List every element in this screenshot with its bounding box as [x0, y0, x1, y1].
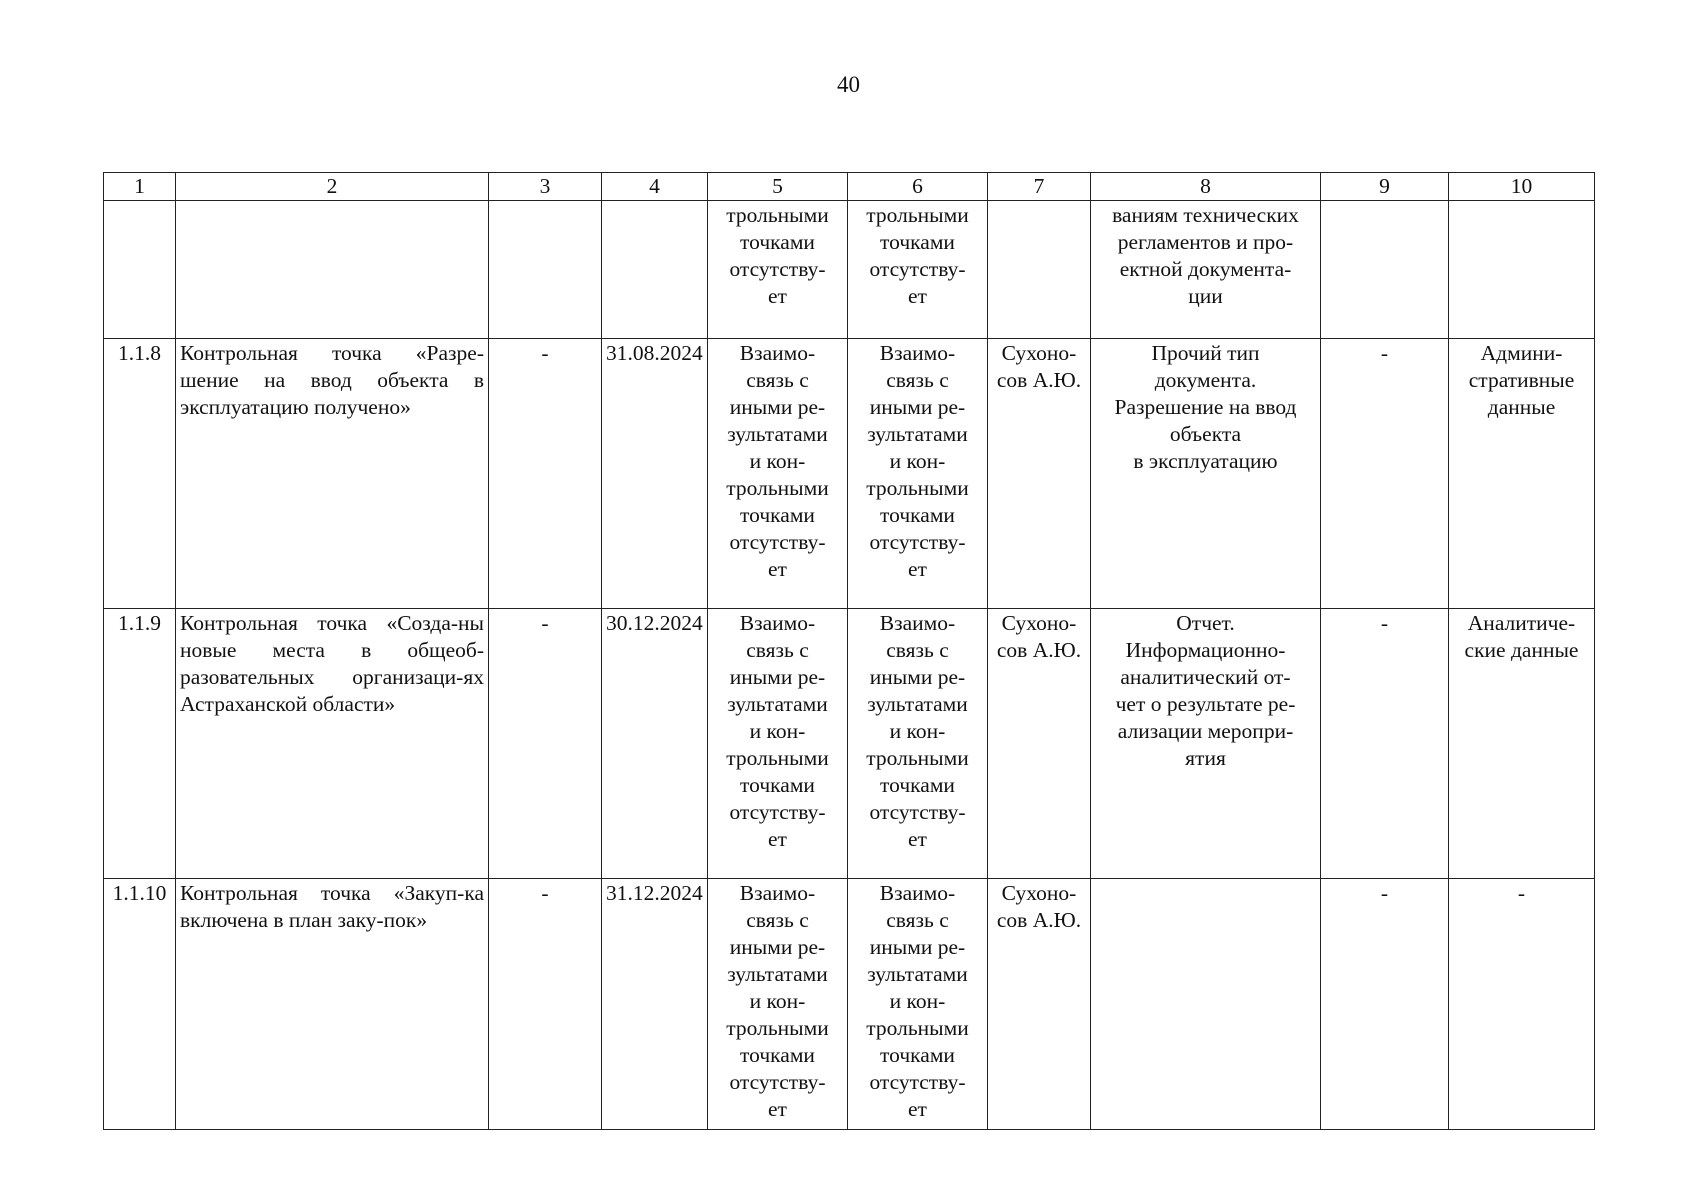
- table-cell: Взаимо- связь с иными ре- зультатами и кон- трольными точками отсутству- ет: [708, 339, 848, 609]
- table-cell: Взаимо- связь с иными ре- зультатами и кон- трольными точками отсутству- ет: [848, 879, 988, 1130]
- responsible-cell: Сухоно- сов А.Ю.: [988, 339, 1091, 609]
- table-cell: [1321, 201, 1449, 339]
- column-header: 5: [708, 173, 848, 201]
- data-type-cell: Админи- стративные данные: [1449, 339, 1595, 609]
- table-cell: Взаимо- связь с иными ре- зультатами и кон- трольными точками отсутству- ет: [708, 609, 848, 879]
- table-row: [104, 339, 1595, 609]
- row-number-cell: 1.1.8: [104, 339, 176, 609]
- table-cell: трольными точками отсутству- ет: [848, 201, 988, 339]
- milestone-name-cell: Контрольная точка «Созда-ны новые места в общеоб-разовательных организаци-ях Астраханской области»: [176, 609, 489, 879]
- date-cell: 31.12.2024: [602, 879, 708, 1130]
- table-cell: Взаимо- связь с иными ре- зультатами и кон- трольными точками отсутству- ет: [848, 609, 988, 879]
- table-cell: Взаимо- связь с иными ре- зультатами и кон- трольными точками отсутству- ет: [848, 339, 988, 609]
- milestone-name-cell: Контрольная точка «Разре-шение на ввод объекта в эксплуатацию получено»: [176, 339, 489, 609]
- table-cell: [489, 201, 602, 339]
- table-cell: -: [1321, 879, 1449, 1130]
- document-type-cell: [1091, 879, 1321, 1130]
- row-number-cell: 1.1.10: [104, 879, 176, 1130]
- date-cell: [602, 201, 708, 339]
- column-header: 4: [602, 173, 708, 201]
- table-row: [104, 879, 1595, 1130]
- header-row: [104, 173, 1595, 201]
- document-table: [103, 172, 1595, 1130]
- column-header: 7: [988, 173, 1091, 201]
- column-header: 8: [1091, 173, 1321, 201]
- milestone-name-cell: [176, 201, 489, 339]
- document-type-cell: Прочий тип документа. Разрешение на ввод объекта в эксплуатацию: [1091, 339, 1321, 609]
- row-number-cell: 1.1.9: [104, 609, 176, 879]
- responsible-cell: [988, 201, 1091, 339]
- table-row: [104, 201, 1595, 339]
- document-type-cell: Отчет. Информационно- аналитический от- чет о результате ре- ализации меропри- ятия: [1091, 609, 1321, 879]
- date-cell: 31.08.2024: [602, 339, 708, 609]
- column-header: 2: [176, 173, 489, 201]
- row-number-cell: [104, 201, 176, 339]
- column-header: 3: [489, 173, 602, 201]
- milestone-name-cell: Контрольная точка «Закуп-ка включена в план заку-пок»: [176, 879, 489, 1130]
- date-cell: 30.12.2024: [602, 609, 708, 879]
- table-cell: -: [489, 879, 602, 1130]
- table-row: [104, 609, 1595, 879]
- column-header: 1: [104, 173, 176, 201]
- data-type-cell: -: [1449, 879, 1595, 1130]
- table-cell: трольными точками отсутству- ет: [708, 201, 848, 339]
- page-number: 40: [837, 72, 860, 97]
- table-cell: -: [1321, 609, 1449, 879]
- responsible-cell: Сухоно- сов А.Ю.: [988, 609, 1091, 879]
- column-header: 6: [848, 173, 988, 201]
- document-type-cell: ваниям технических регламентов и про- ектной документа- ции: [1091, 201, 1321, 339]
- column-header: 10: [1449, 173, 1595, 201]
- data-type-cell: [1449, 201, 1595, 339]
- table-cell: -: [1321, 339, 1449, 609]
- table-cell: Взаимо- связь с иными ре- зультатами и кон- трольными точками отсутству- ет: [708, 879, 848, 1130]
- data-type-cell: Аналитиче- ские данные: [1449, 609, 1595, 879]
- table-cell: -: [489, 339, 602, 609]
- responsible-cell: Сухоно- сов А.Ю.: [988, 879, 1091, 1130]
- column-header: 9: [1321, 173, 1449, 201]
- table-cell: -: [489, 609, 602, 879]
